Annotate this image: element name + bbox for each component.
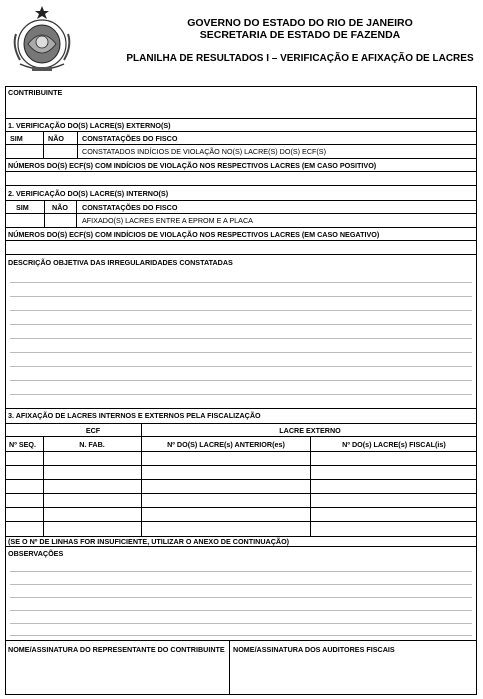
contribuinte-field[interactable] — [6, 97, 476, 117]
section2-constatacoes-header: CONSTATAÇÕES DO FISCO — [82, 203, 178, 212]
section2-constatacao-item: AFIXADO(S) LACRES ENTRE A EPROM E A PLACA — [82, 216, 253, 225]
section2-numeros-label: NÚMEROS DO(S) ECF(S) COM INDÍCIOS DE VIOLAÇÃO NOS RESPECTIVOS LACRES (EM CASO NEGATIVO) — [8, 230, 380, 239]
government-name: GOVERNO DO ESTADO DO RIO DE JANEIRO — [187, 17, 413, 29]
section2-nao-header: NÃO — [52, 203, 68, 212]
table-row[interactable] — [6, 452, 476, 464]
table-row[interactable] — [6, 508, 476, 520]
form-header — [0, 0, 483, 88]
section3-title: 3. AFIXAÇÃO DE LACRES INTERNOS E EXTERNOS PELA FISCALIZAÇÃO — [8, 411, 261, 420]
ecf-group-header: ECF — [85, 426, 101, 435]
observacoes-field[interactable] — [6, 558, 476, 638]
secretariat-name: SECRETARIA DE ESTADO DE FAZENDA — [199, 29, 401, 41]
table-row[interactable] — [6, 466, 476, 478]
lacre-externo-group-header: LACRE EXTERNO — [279, 426, 341, 435]
section1-sim-header: SIM — [10, 134, 23, 143]
col-anterior-header: Nº DO(S) LACRE(s) ANTERIOR(es) — [167, 440, 285, 449]
representante-signature-label: NOME/ASSINATURA DO REPRESENTANTE DO CONTRIBUINTE — [8, 645, 225, 654]
section3-note: (SE O Nº DE LINHAS FOR INSUFICIENTE, UTILIZAR O ANEXO DE CONTINUAÇÃO) — [8, 537, 290, 546]
descricao-field[interactable] — [6, 268, 476, 406]
table-row[interactable] — [6, 522, 476, 534]
observacoes-label: OBSERVAÇÕES — [8, 549, 64, 558]
descricao-label: DESCRIÇÃO OBJETIVA DAS IRREGULARIDADES CONSTATADAS — [8, 258, 233, 267]
auditores-signature-field[interactable] — [231, 655, 475, 693]
section1-sim-checkbox[interactable] — [6, 145, 42, 157]
form-title: PLANILHA DE RESULTADOS I – VERIFICAÇÃO E AFIXAÇÃO DE LACRES — [126, 53, 474, 64]
contribuinte-label: CONTRIBUINTE — [8, 88, 63, 97]
section1-numeros-label: NÚMEROS DO(S) ECF(S) COM INDÍCIOS DE VIOLAÇÃO NOS RESPECTIVOS LACRES (EM CASO POSITIVO) — [8, 161, 377, 170]
col-fab-header: N. FAB. — [79, 440, 105, 449]
auditores-signature-label: NOME/ASSINATURA DOS AUDITORES FISCAIS — [233, 645, 395, 654]
section1-nao-checkbox[interactable] — [44, 145, 76, 157]
col-seq-header: Nº SEQ. — [9, 440, 36, 449]
section1-constatacoes-header: CONSTATAÇÕES DO FISCO — [82, 134, 178, 143]
section2-sim-checkbox[interactable] — [6, 214, 43, 226]
section2-title: 2. VERIFICAÇÃO DO(S) LACRE(S) INTERNO(S) — [8, 189, 169, 198]
section1-constatacao-item: CONSTATADOS INDÍCIOS DE VIOLAÇÃO NO(S) LACRE(S) DO(S) ECF(S) — [82, 147, 326, 156]
section1-numeros-field[interactable] — [6, 172, 476, 184]
col-fiscal-header: Nº DO(s) LACRE(s) FISCAL(is) — [342, 440, 446, 449]
section1-nao-header: NÃO — [48, 134, 64, 143]
section1-title: 1. VERIFICAÇÃO DO(S) LACRE(S) EXTERNO(S) — [8, 121, 171, 130]
section2-sim-header: SIM — [16, 203, 29, 212]
state-coat-of-arms-icon — [10, 4, 74, 76]
table-row[interactable] — [6, 494, 476, 506]
representante-signature-field[interactable] — [6, 655, 228, 693]
section2-numeros-field[interactable] — [6, 241, 476, 253]
table-row[interactable] — [6, 480, 476, 492]
section2-nao-checkbox[interactable] — [45, 214, 75, 226]
